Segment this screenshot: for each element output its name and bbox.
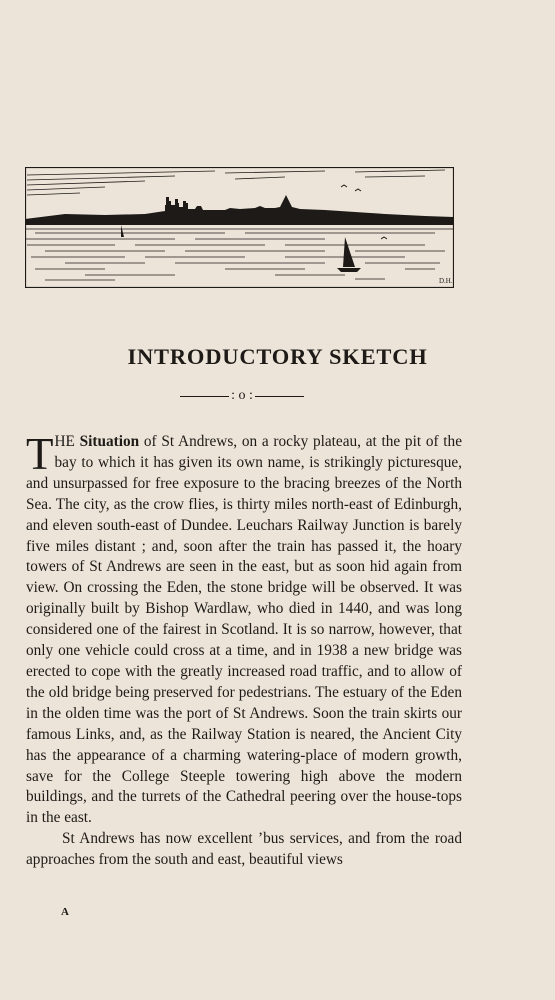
ornament-mark: : o : [231, 388, 253, 403]
skyline-engraving [25, 167, 454, 288]
monogram: D.H. [439, 277, 453, 285]
paragraph-1-text: of St Andrews, on a rocky plateau, at the pit of the bay to which it has given its own name, is strikingly picturesque, and unsurpassed for free exposure to the bracing breezes of the North Sea. The city, as the crow flies, is thirty miles north-east of Edinburgh, and eleven south-east of Dundee. Leuchars Railway Junction is barely five miles distant ; and, soon after the train has passed it, the hoary towers of St Andrews are seen in the east, but as soon hid again from view. On crossing the Eden, the stone bridge will be observed. It was originally built by Bishop Wardlaw, who died in 1440, and was long considered one of the fairest in Scotland. It is so narrow, however, that only one vehicle could cross at a time, and in 1938 a new bridge was erected to cope with the greatly increased road traffic, and to allow of the old bridge being preserved for pedestrians. The estuary of the Eden in the olden time was the port of St Andrews. Soon the train skirts our famous Links, and, as the Railway Station is neared, the Ancient City has the appearance of a charming watering-place of modern growth, save for the College Steeple towering high above the modern buildings, and the turrets of the Cathedral peering over the house-tops in the east. [26, 433, 462, 827]
ornament-rule-right [255, 396, 304, 397]
lead-word-rest: HE [54, 433, 80, 450]
title-ornament [180, 386, 304, 406]
water-lines [25, 229, 453, 280]
situation-keyword: Situation [79, 433, 140, 450]
town-skyline [25, 195, 453, 225]
sailboat [337, 237, 361, 272]
signature-mark: A [61, 906, 69, 918]
paragraph-1 [26, 429, 462, 829]
sky-hatching [27, 170, 445, 195]
ornament-rule-left [180, 396, 229, 397]
st-andrews-skyline-illustration [25, 167, 454, 288]
body-text [26, 429, 462, 871]
drop-cap: T [26, 429, 54, 479]
small-sailboat [121, 225, 124, 237]
page-title: INTRODUCTORY SKETCH [127, 344, 428, 369]
paragraph-2: St Andrews has now excellent ’bus services, and from the road approaches from the south and east, beautiful views [26, 830, 462, 869]
